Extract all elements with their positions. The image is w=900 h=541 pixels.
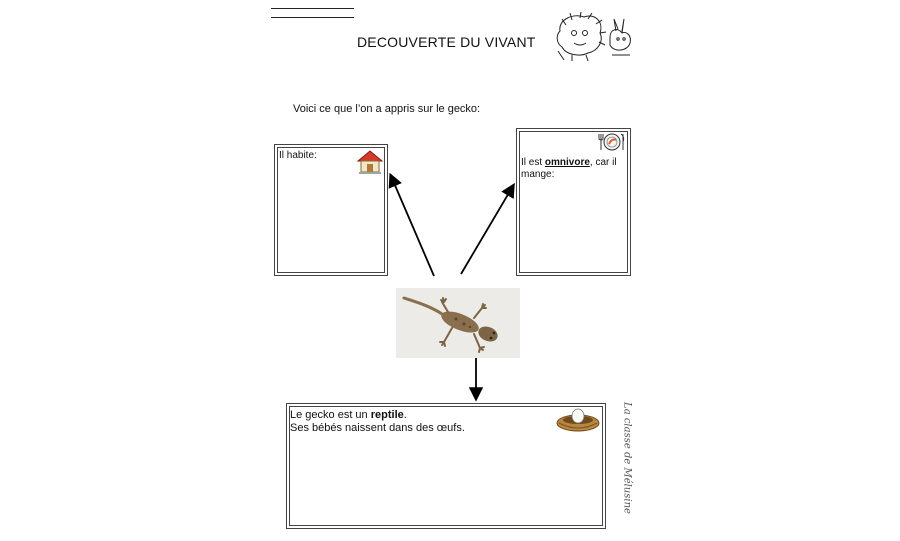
- diet-prefix: Il est: [521, 157, 545, 168]
- intro-text: Voici ce que l’on a appris sur le gecko:: [293, 103, 481, 115]
- arrow-to-habitat: [391, 176, 434, 276]
- classification-box[interactable]: [286, 403, 606, 529]
- signature-text: La classe de Mélusine: [621, 402, 633, 514]
- page-title: DECOUVERTE DU VIVANT: [357, 34, 536, 50]
- habitat-label: Il habite:: [279, 150, 317, 161]
- arrow-to-diet: [461, 186, 513, 274]
- classification-line-2: Ses bébés naissent dans des œufs.: [290, 422, 465, 434]
- gecko-photo: [396, 288, 520, 358]
- diet-keyword: omnivore: [544, 157, 590, 168]
- signature: [612, 402, 642, 514]
- egg-nest-icon: [555, 407, 601, 433]
- classification-text: [290, 409, 540, 435]
- classification-keyword: reptile: [370, 409, 404, 421]
- diet-suffix: , car il mange:: [521, 157, 617, 180]
- classification-prefix: Le gecko est un: [290, 409, 371, 421]
- classification-suffix: .: [403, 409, 407, 421]
